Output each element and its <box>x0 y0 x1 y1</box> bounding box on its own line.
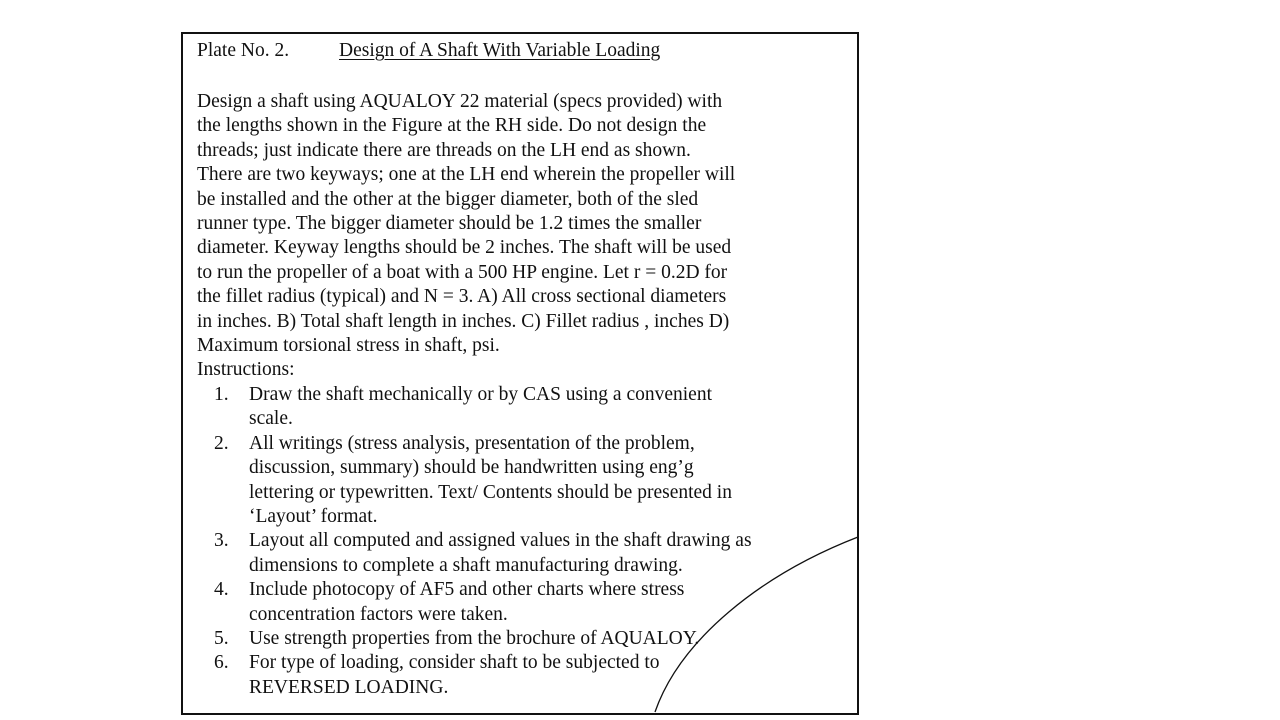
instruction-item <box>197 529 847 578</box>
instruction-item <box>197 432 847 530</box>
paragraph-line: in inches. B) Total shaft length in inches. C) Fillet radius , inches D) <box>197 310 730 332</box>
paragraph-line: There are two keyways; one at the LH end wherein the propeller will <box>197 164 736 186</box>
instruction-number: 6. <box>214 652 229 674</box>
problem-paragraph <box>197 90 847 358</box>
instruction-line: Layout all computed and assigned values in the shaft drawing as <box>249 530 752 552</box>
instruction-item <box>197 578 847 627</box>
instruction-line: dimensions to complete a shaft manufacturing drawing. <box>249 554 683 576</box>
plate-header <box>197 39 660 63</box>
instruction-line: For type of loading, consider shaft to be subjected to <box>249 652 660 674</box>
instruction-line: Use strength properties from the brochure of AQUALOY. <box>249 627 700 649</box>
plate-number: Plate No. 2. <box>197 40 290 61</box>
instruction-number: 3. <box>214 530 229 552</box>
instruction-line: Include photocopy of AF5 and other charts where stress <box>249 579 685 601</box>
paragraph-line: runner type. The bigger diameter should be 1.2 times the smaller <box>197 213 702 235</box>
instruction-number: 5. <box>214 627 229 649</box>
instruction-number: 4. <box>214 579 229 601</box>
plate-body <box>197 90 847 700</box>
instruction-line: Draw the shaft mechanically or by CAS using a convenient <box>249 383 713 405</box>
paragraph-line: Design a shaft using AQUALOY 22 material (specs provided) with <box>197 91 723 112</box>
paragraph-line: the lengths shown in the Figure at the RH side. Do not design the <box>197 115 707 137</box>
instruction-item <box>197 383 847 432</box>
instruction-line: ‘Layout’ format. <box>249 505 378 527</box>
instruction-line: All writings (stress analysis, presentation of the problem, <box>249 432 695 454</box>
instruction-item <box>197 651 847 700</box>
paragraph-line: Maximum torsional stress in shaft, psi. <box>197 335 500 357</box>
instruction-line: scale. <box>249 408 293 430</box>
instruction-line: concentration factors were taken. <box>249 603 508 625</box>
instructions-list <box>197 383 847 700</box>
paragraph-line: threads; just indicate there are threads on the LH end as shown. <box>197 139 691 161</box>
paragraph-line: be installed and the other at the bigger diameter, both of the sled <box>197 188 699 210</box>
paragraph-line: the fillet radius (typical) and N = 3. A) All cross sectional diameters <box>197 286 727 308</box>
instructions-label: Instructions: <box>197 359 295 381</box>
instruction-number: 1. <box>214 383 229 405</box>
instruction-line: discussion, summary) should be handwritten using eng’g <box>249 457 694 479</box>
instruction-line: REVERSED LOADING. <box>249 676 449 698</box>
instruction-line: lettering or typewritten. Text/ Contents should be presented in <box>249 481 732 503</box>
paragraph-line: to run the propeller of a boat with a 500 HP engine. Let r = 0.2D for <box>197 261 728 283</box>
plate-frame <box>181 32 859 715</box>
paragraph-line: diameter. Keyway lengths should be 2 inches. The shaft will be used <box>197 237 732 259</box>
plate-title: Design of A Shaft With Variable Loading <box>339 40 661 61</box>
instruction-number: 2. <box>214 432 229 454</box>
instruction-item <box>197 627 847 651</box>
